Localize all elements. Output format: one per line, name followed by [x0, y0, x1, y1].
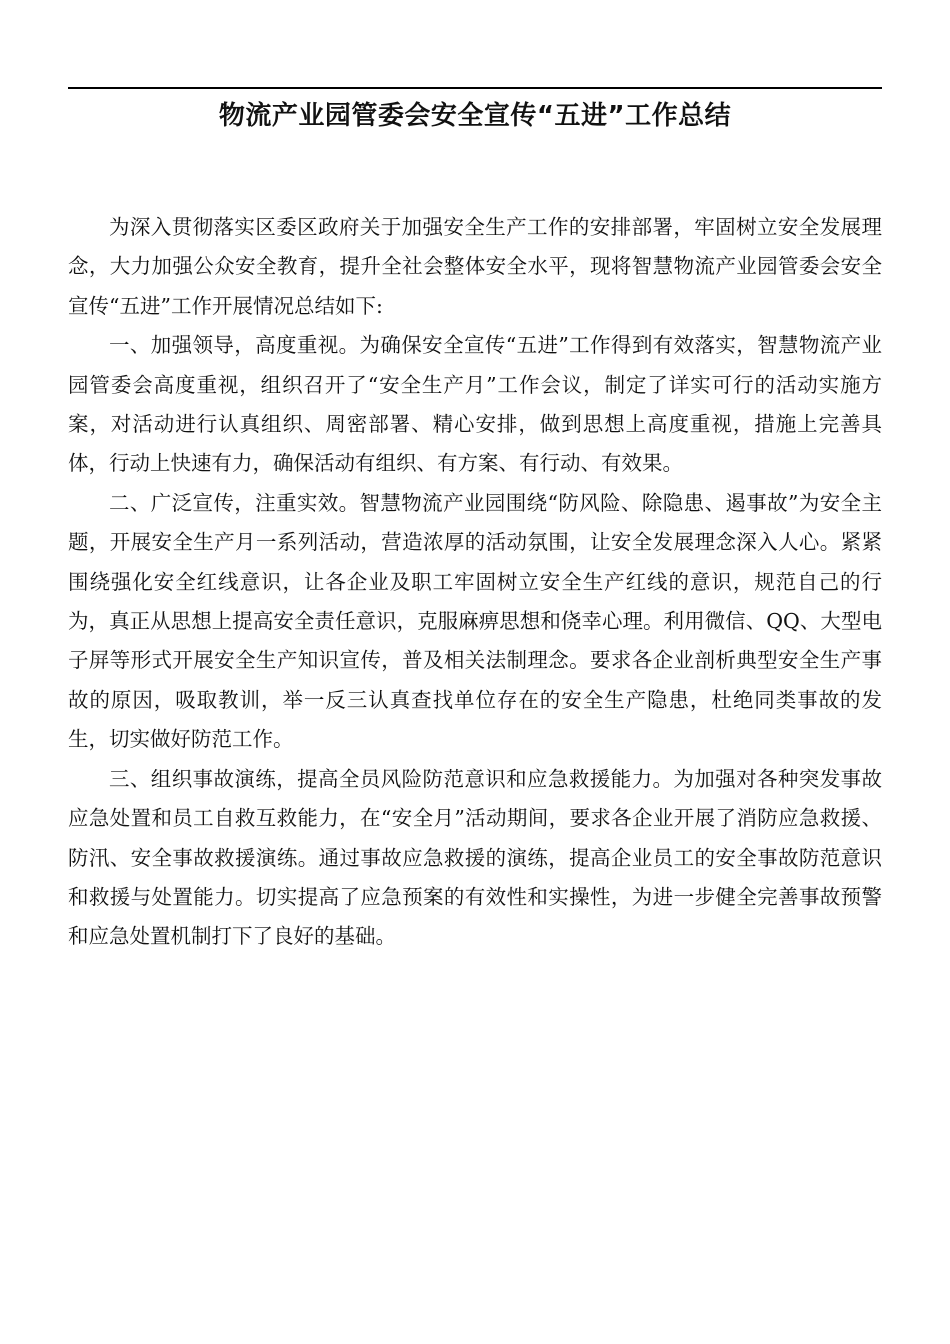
- document-body: [68, 208, 882, 957]
- section-3-paragraph: 三、组织事故演练，提高全员风险防范意识和应急救援能力。为加强对各种突发事故应急处置和员工自救互救能力，在“安全月”活动期间，要求各企业开展了消防应急救援、防汛、安全事故救援演练。通过事故应急救援的演练，提高企业员工的安全事故防范意识和救援与处置能力。切实提高了应急预案的有效性和实操性，为进一步健全完善事故预警和应急处置机制打下了良好的基础。: [68, 766, 882, 949]
- section-1-paragraph: 一、加强领导，高度重视。为确保安全宣传“五进”工作得到有效落实，智慧物流产业园管委会高度重视，组织召开了“安全生产月”工作会议，制定了详实可行的活动实施方案，对活动进行认真组织、周密部署、精心安排，做到思想上高度重视，措施上完善具体，行动上快速有力，确保活动有组织、有方案、有行动、有效果。: [68, 333, 882, 476]
- document-title: 物流产业园管委会安全宣传“五进”工作总结: [218, 101, 732, 131]
- section-2-paragraph: 二、广泛宣传，注重实效。智慧物流产业园围绕“防风险、除隐患、遏事故”为安全主题，开展安全生产月一系列活动，营造浓厚的活动氛围，让安全发展理念深入人心。紧紧围绕强化安全红线意识，让各企业及职工牢固树立安全生产红线的意识，规范自己的行为，真正从思想上提高安全责任意识，克服麻痹思想和侥幸心理。利用微信、QQ、大型电子屏等形式开展安全生产知识宣传，普及相关法制理念。要求各企业剖析典型安全生产事故的原因，吸取教训，举一反三认真查找单位存在的安全生产隐患，杜绝同类事故的发生，切实做好防范工作。: [68, 490, 882, 752]
- intro-paragraph: 为深入贯彻落实区委区政府关于加强安全生产工作的安排部署，牢固树立安全发展理念，大力加强公众安全教育，提升全社会整体安全水平，现将智慧物流产业园管委会安全宣传“五进”工作开展情况总结如下:: [68, 215, 882, 318]
- header-rule: [68, 87, 882, 89]
